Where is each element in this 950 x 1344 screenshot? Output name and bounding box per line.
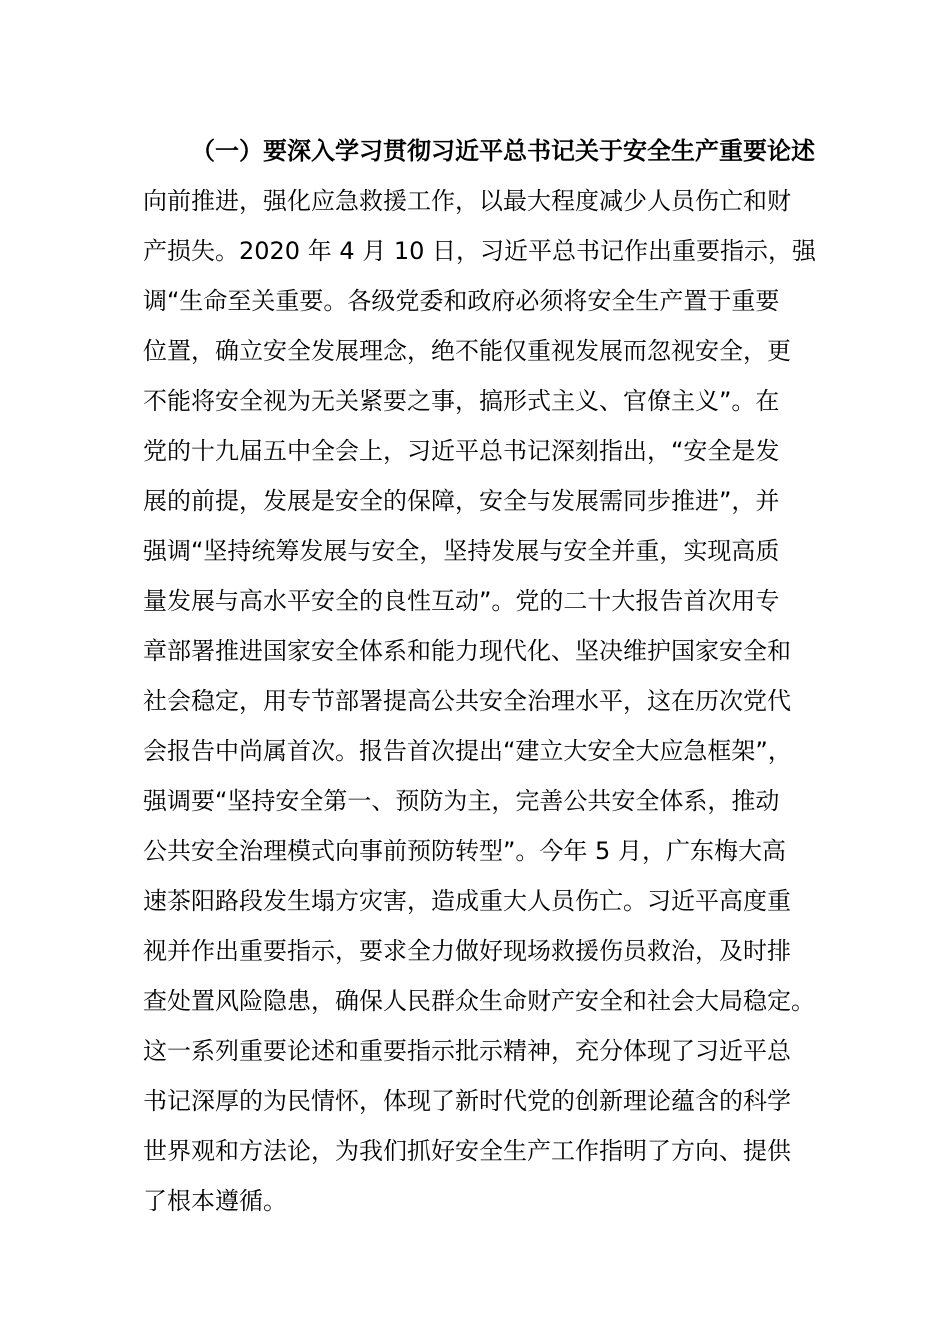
paragraph-line: 这一系列重要论述和重要指示批示精神，充分体现了习近平总 bbox=[143, 1037, 791, 1065]
paragraph-line: 书记深厚的为民情怀，体现了新时代党的创新理论蕴含的科学 bbox=[143, 1087, 791, 1115]
paragraph-line: 产损失。2020 年 4 月 10 日，习近平总书记作出重要指示，强 bbox=[143, 237, 817, 265]
paragraph-line: 视并作出重要指示，要求全力做好现场救援伤员救治，及时排 bbox=[143, 937, 791, 965]
paragraph-line: 公共安全治理模式向事前预防转型”。今年 5 月，广东梅大高 bbox=[143, 837, 786, 865]
paragraph-line: 展的前提，发展是安全的保障，安全与发展需同步推进”，并 bbox=[143, 487, 780, 515]
paragraph-line: 不能将安全视为无关紧要之事，搞形式主义、官僚主义”。在 bbox=[143, 387, 780, 415]
paragraph-line: 会报告中尚属首次。报告首次提出“建立大安全大应急框架”， bbox=[143, 737, 792, 765]
paragraph-line: 位置，确立安全发展理念，绝不能仅重视发展而忽视安全，更 bbox=[143, 337, 791, 365]
paragraph-line: 查处置风险隐患，确保人民群众生命财产安全和社会大局稳定。 bbox=[143, 987, 815, 1015]
paragraph-line: 向前推进，强化应急救援工作，以最大程度减少人员伤亡和财 bbox=[143, 187, 791, 215]
paragraph-line: 了根本遵循。 bbox=[143, 1187, 287, 1215]
paragraph-line: 社会稳定，用专节部署提高公共安全治理水平，这在历次党代 bbox=[143, 687, 791, 715]
paragraph-line: 调“生命至关重要。各级党委和政府必须将安全生产置于重要 bbox=[143, 287, 780, 315]
paragraph-line: 章部署推进国家安全体系和能力现代化、坚决维护国家安全和 bbox=[143, 637, 791, 665]
section-heading: （一）要深入学习贯彻习近平总书记关于安全生产重要论述 bbox=[191, 137, 815, 165]
paragraph-line: 量发展与高水平安全的良性互动”。党的二十大报告首次用专 bbox=[143, 587, 780, 615]
paragraph-line: 党的十九届五中全会上，习近平总书记深刻指出，“安全是发 bbox=[143, 437, 780, 465]
paragraph-line: 强调要“坚持安全第一、预防为主，完善公共安全体系，推动 bbox=[143, 787, 780, 815]
paragraph-line: 速茶阳路段发生塌方灾害，造成重大人员伤亡。习近平高度重 bbox=[143, 887, 791, 915]
paragraph-line: 强调“坚持统筹发展与安全，坚持发展与安全并重，实现高质 bbox=[143, 537, 780, 565]
paragraph-line: 世界观和方法论，为我们抓好安全生产工作指明了方向、提供 bbox=[143, 1137, 791, 1165]
